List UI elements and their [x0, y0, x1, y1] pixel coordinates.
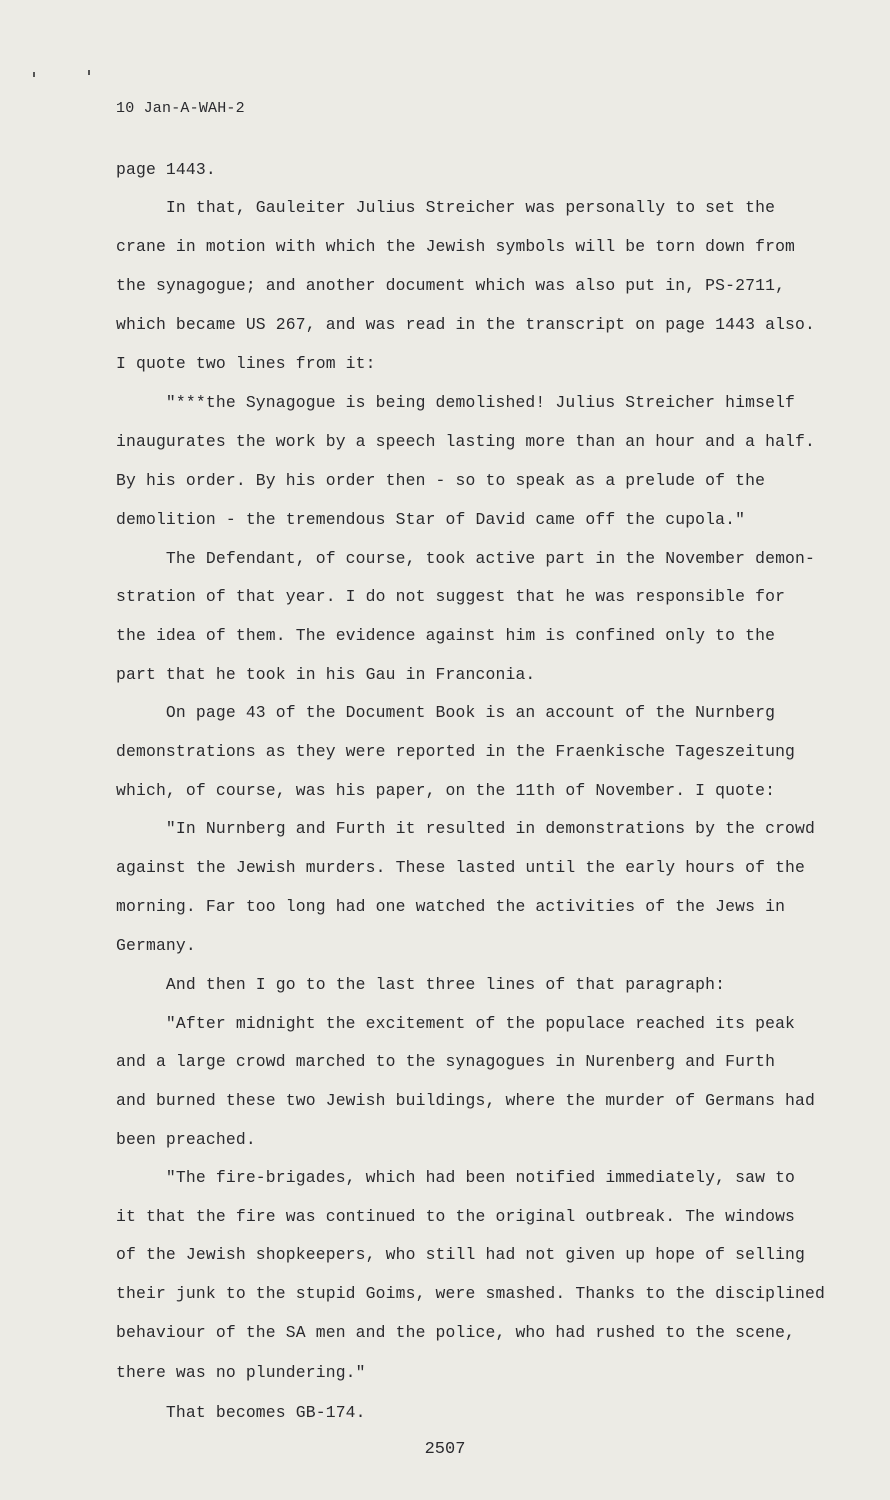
text-line: That becomes GB-174.: [116, 1403, 366, 1422]
text-line: and burned these two Jewish buildings, where the murder of Germans had: [116, 1091, 816, 1110]
text-line: And then I go to the last three lines of that paragraph:: [116, 975, 726, 994]
text-line: In that, Gauleiter Julius Streicher was personally to set the: [116, 198, 776, 217]
text-line: "***the Synagogue is being demolished! Julius Streicher himself: [116, 393, 796, 412]
text-line: By his order. By his order then - so to speak as a prelude of the: [116, 471, 766, 490]
text-line: the idea of them. The evidence against him is confined only to the: [116, 626, 776, 645]
text-line: against the Jewish murders. These lasted until the early hours of the: [116, 858, 806, 877]
margin-mark: [33, 72, 35, 77]
page-number: 2507: [424, 1440, 466, 1459]
text-line: morning. Far too long had one watched the activities of the Jews in: [116, 897, 786, 916]
text-line: behaviour of the SA men and the police, who had rushed to the scene,: [116, 1323, 796, 1342]
text-line: The Defendant, of course, took active part in the November demon-: [116, 549, 816, 568]
text-line: "In Nurnberg and Furth it resulted in demonstrations by the crowd: [116, 819, 816, 838]
text-line: been preached.: [116, 1130, 256, 1149]
text-line: page 1443.: [116, 160, 216, 179]
text-line: of the Jewish shopkeepers, who still had not given up hope of selling: [116, 1245, 806, 1264]
text-line: part that he took in his Gau in Franconia.: [116, 665, 536, 684]
text-line: it that the fire was continued to the original outbreak. The windows: [116, 1207, 796, 1226]
text-line: the synagogue; and another document which was also put in, PS-2711,: [116, 276, 786, 295]
text-line: demolition - the tremendous Star of David came off the cupola.": [116, 510, 746, 529]
document-header: 10 Jan-A-WAH-2: [116, 100, 245, 117]
text-line: "After midnight the excitement of the populace reached its peak: [116, 1014, 796, 1033]
text-line: inaugurates the work by a speech lasting more than an hour and a half.: [116, 432, 816, 451]
text-line: I quote two lines from it:: [116, 354, 376, 373]
text-line: demonstrations as they were reported in the Fraenkische Tageszeitung: [116, 742, 796, 761]
text-line: which, of course, was his paper, on the 11th of November. I quote:: [116, 781, 776, 800]
text-line: stration of that year. I do not suggest that he was responsible for: [116, 587, 786, 606]
text-line: there was no plundering.": [116, 1363, 366, 1382]
text-line: crane in motion with which the Jewish symbols will be torn down from: [116, 237, 796, 256]
text-line: which became US 267, and was read in the transcript on page 1443 also.: [116, 315, 816, 334]
text-line: "The fire-brigades, which had been notified immediately, saw to: [116, 1168, 796, 1187]
text-line: their junk to the stupid Goims, were smashed. Thanks to the disciplined: [116, 1284, 826, 1303]
text-line: Germany.: [116, 936, 196, 955]
text-line: and a large crowd marched to the synagogues in Nurenberg and Furth: [116, 1052, 776, 1071]
text-line: On page 43 of the Document Book is an account of the Nurnberg: [116, 703, 776, 722]
margin-mark: [88, 70, 90, 75]
